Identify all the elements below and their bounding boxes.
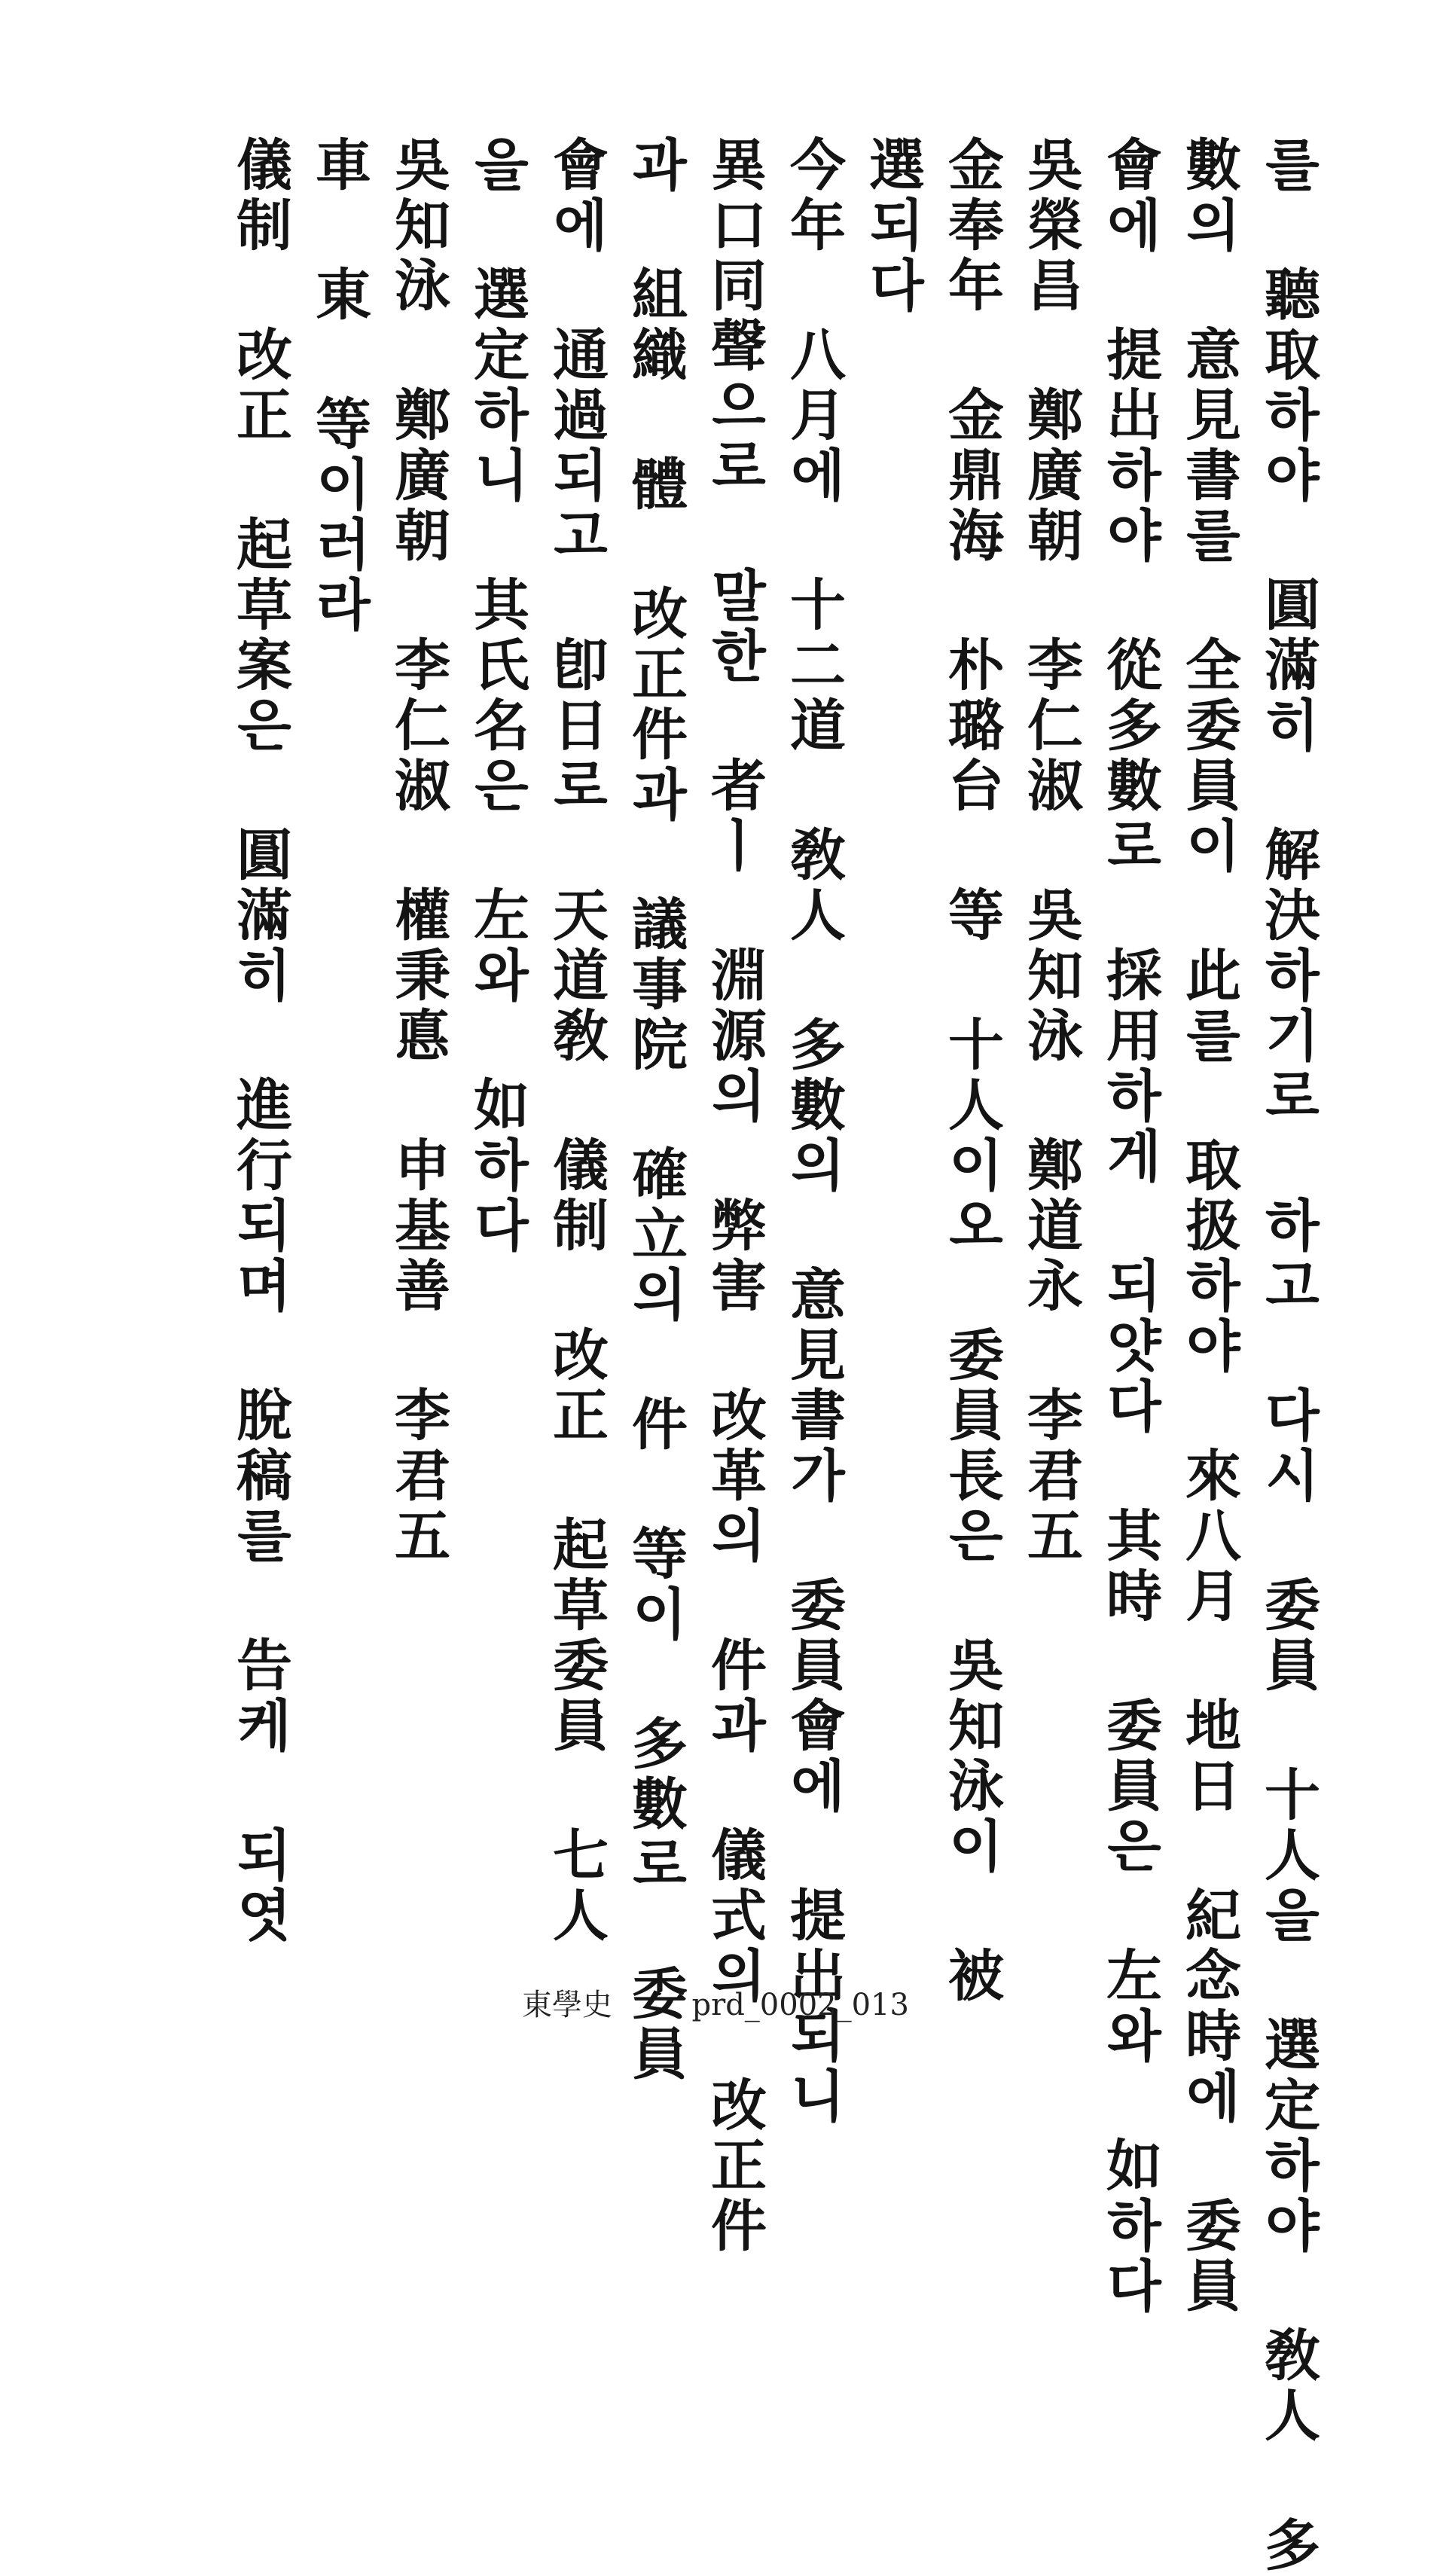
manuscript-column: 를 聽取하야 圓滿히 解決하기로 하고 다시 委員 十人을 選定하야 敎人 多	[1256, 136, 1320, 2576]
manuscript-column: 選되다	[860, 136, 925, 316]
manuscript-column: 儀制 改正 起草案은 圓滿히 進行되며 脫稿를 告케 되엿	[227, 136, 292, 1946]
manuscript-column: 會에 提出하야 從多數로 採用하게 되얏다 其時 委員은 左와 如하다	[1097, 136, 1162, 2317]
manuscript-column: 數의 意見書를 全委員이 此를 取扱하야 來八月 地日 紀念時에 委員	[1176, 136, 1241, 2317]
manuscript-column: 車 東 等이러라	[307, 136, 371, 636]
manuscript-column: 會에 通過되고 卽日로 天道敎 儀制 改正 起草委員 七人	[544, 136, 609, 1946]
manuscript-column: 과 組織 體 改正件과 議事院 確立의 件 等이 多數로 委員	[623, 136, 688, 2085]
manuscript-column: 金奉年 金鼎海 朴璐台 等 十人이오 委員長은 吳知泳이 被	[939, 136, 1004, 2007]
manuscript-column: 今年 八月에 十二道 敎人 多數의 意見書가 委員會에 提出되니	[781, 136, 846, 2127]
manuscript-column: 을 選定하니 其氏名은 左와 如하다	[465, 136, 529, 1256]
manuscript-column: 吳知泳 鄭廣朝 李仁淑 權秉悳 申基善 李君五	[386, 136, 450, 1567]
manuscript-column: 異口同聲으로 말한 者ㅣ 淵源의 弊害 改革의 件과 儀式의 改正件	[702, 136, 767, 2257]
document-title: 東學史	[522, 1988, 613, 2022]
page-footer	[0, 1981, 1431, 2024]
document-code: prd_0002_013	[691, 1988, 909, 2022]
manuscript-column: 吳榮昌 鄭廣朝 李仁淑 吳知泳 鄭道永 李君五	[1018, 136, 1083, 1567]
